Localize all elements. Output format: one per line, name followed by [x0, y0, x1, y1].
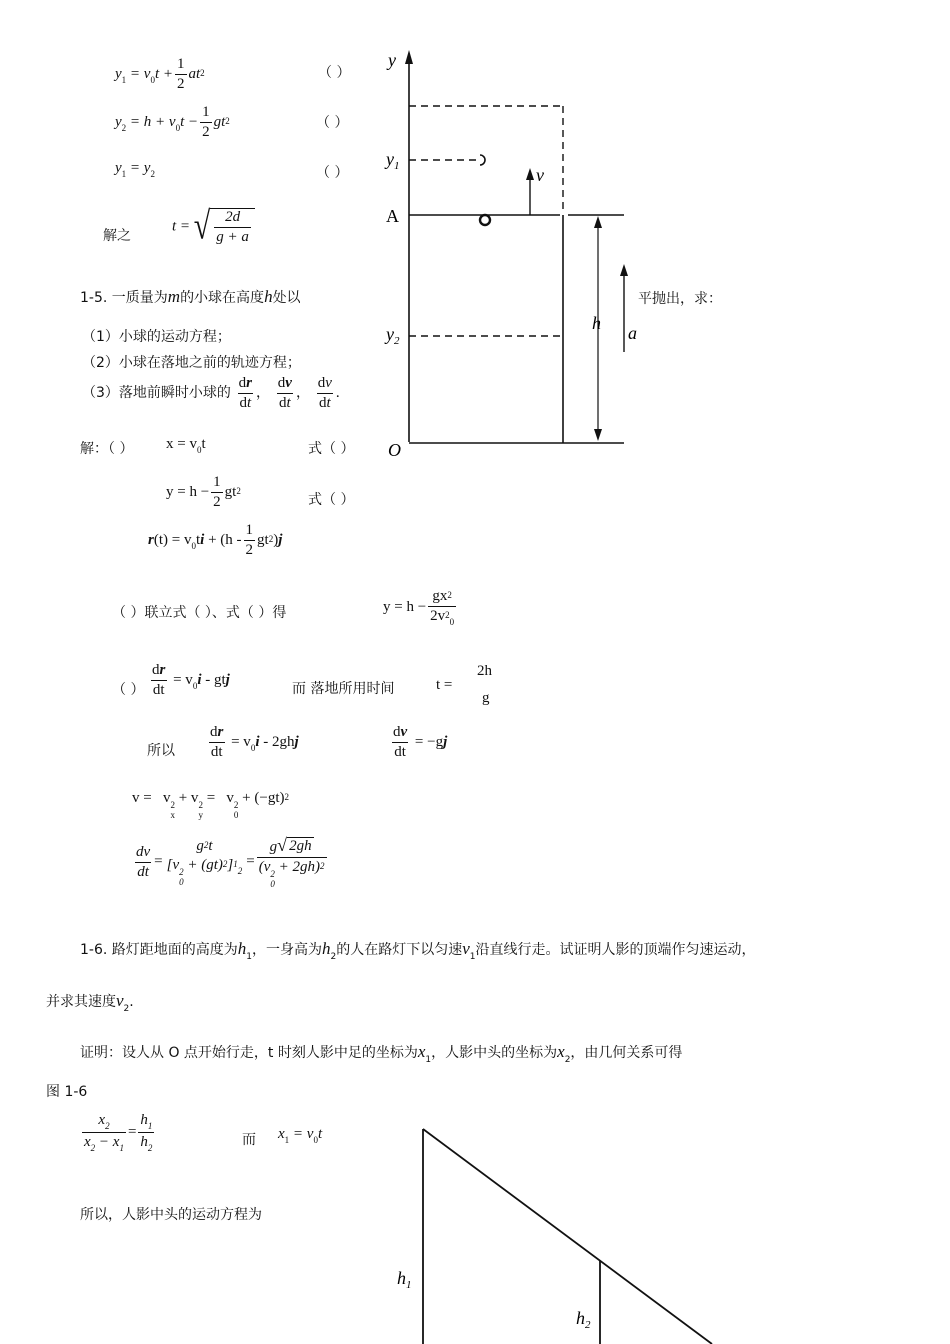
figure-1-5: [380, 40, 740, 470]
var: i: [200, 531, 205, 548]
text: gt: [213, 113, 226, 130]
den: dt: [137, 863, 149, 880]
sub: y: [198, 810, 203, 820]
den: − x: [95, 1134, 120, 1150]
label-h2: $h_2$: [576, 1308, 591, 1331]
num: t: [208, 837, 213, 854]
text: d: [210, 724, 218, 740]
var: i: [255, 733, 260, 750]
sub: 2: [105, 1121, 110, 1131]
fraction: [200, 104, 212, 141]
var: x: [278, 1126, 285, 1142]
equation-y1: [115, 56, 205, 93]
sub: 0: [233, 810, 239, 820]
sub: 2: [123, 1004, 130, 1014]
label-h1: $h_1$: [397, 1268, 412, 1291]
t-denominator: g: [482, 690, 490, 706]
den: [v: [166, 856, 180, 873]
var: t: [326, 395, 331, 411]
var: v: [116, 991, 124, 1010]
text: d: [152, 662, 160, 678]
text: .: [335, 384, 340, 401]
h-arrow-bottom: [594, 429, 602, 441]
sub: 0: [313, 1135, 318, 1145]
den: + 2gh): [274, 859, 321, 875]
question-3: [82, 375, 340, 412]
sub: 1: [284, 1135, 290, 1145]
text: 的人在路灯下以匀速: [336, 942, 463, 958]
text: 证明：设人从 O 点开始行走，t 时刻人影中足的坐标为: [80, 1045, 418, 1061]
sub: 2: [121, 122, 127, 133]
sup: 2: [200, 67, 205, 78]
sup: 2: [445, 610, 450, 620]
text: t −: [180, 113, 199, 130]
sub: 0: [196, 445, 202, 455]
sup: 2: [320, 861, 325, 871]
shi-2: 式（ ）: [308, 492, 355, 508]
var: x: [557, 1042, 565, 1061]
text: v =: [132, 790, 152, 806]
sub: 1: [147, 1121, 153, 1131]
den: dt: [152, 682, 165, 698]
num: g: [269, 839, 278, 855]
text: 1-6. 路灯距地面的高度为: [80, 942, 238, 958]
text: v: [226, 790, 234, 806]
fraction: g √ 2gh (v 2 0 + 2gh)$^2$: [258, 835, 325, 889]
var: t: [317, 1126, 323, 1142]
fraction-dv-dt-scalar: [316, 375, 334, 412]
eq-r: [148, 522, 282, 559]
text: 的小球在高度: [180, 290, 265, 306]
paren-3: （ ）: [316, 165, 349, 181]
var: v: [285, 375, 292, 391]
den: 2: [202, 124, 210, 140]
figure-1-6: [390, 1120, 730, 1344]
label-O: O: [388, 440, 401, 460]
text: d: [318, 395, 327, 411]
eq-dr-dt: [148, 662, 230, 699]
y-axis-label: y: [388, 50, 396, 70]
text: t: [201, 436, 206, 452]
eq-acceleration: [389, 724, 447, 761]
fraction: [391, 724, 409, 761]
var: v: [325, 375, 332, 391]
text: ，: [256, 384, 271, 401]
sub: 2: [90, 1143, 96, 1153]
ball: [480, 215, 490, 225]
text: d: [279, 395, 287, 411]
var: j: [278, 531, 283, 548]
solution-label: 解：（ ）: [80, 441, 134, 457]
sub: 1: [121, 169, 127, 179]
num: x: [98, 1112, 106, 1128]
var: y: [115, 65, 122, 82]
sup: 2: [203, 839, 209, 850]
text: y = h −: [166, 483, 210, 500]
label-y1: $y_1$: [386, 149, 400, 172]
eq-x: [166, 436, 206, 455]
fraction: [428, 588, 456, 627]
text: =: [246, 853, 255, 870]
sup: 2: [225, 115, 230, 126]
text: t: [195, 531, 201, 548]
fraction: [244, 522, 256, 559]
deriv-paren: （ ）: [112, 682, 145, 698]
sub: 1: [425, 1055, 432, 1065]
text: - 2gh: [259, 733, 295, 750]
text: + v: [174, 790, 199, 806]
var: h: [322, 939, 331, 958]
label-y2: $y_2$: [386, 324, 400, 347]
text: =: [127, 1123, 137, 1140]
sub: 0: [150, 74, 155, 85]
var: t: [286, 395, 291, 411]
var: r: [148, 531, 154, 548]
paren-1: （ ）: [318, 65, 351, 81]
eq-trajectory: [383, 588, 458, 627]
text: ): [273, 531, 279, 548]
var: x: [417, 1042, 426, 1061]
sup: 2: [198, 800, 203, 810]
text: t +: [154, 65, 173, 82]
text: .: [129, 994, 134, 1010]
equation-y2: [115, 104, 230, 141]
label-a: a: [628, 323, 637, 343]
var: h: [237, 939, 247, 958]
sub: 0: [191, 540, 196, 551]
text: = −g: [411, 733, 444, 750]
problem-1-5-tail: 平抛出，求：: [638, 291, 722, 307]
er-label: 而: [242, 1132, 256, 1148]
text: d: [393, 724, 401, 740]
sub: 1: [246, 952, 253, 962]
text: (t) = v: [153, 531, 192, 548]
sup: 1: [233, 858, 238, 869]
t-numerator: 2h: [477, 663, 492, 679]
fraction: [214, 209, 251, 246]
label-v: v: [536, 165, 544, 185]
fraction: [165, 838, 245, 887]
fraction: [82, 1112, 126, 1153]
var: j: [443, 733, 448, 750]
text: = v: [289, 1126, 314, 1142]
text: = v: [126, 65, 151, 82]
text: 并求其速度: [46, 994, 116, 1010]
num: 2d: [225, 209, 241, 225]
sqrt-body: 2gh: [289, 837, 312, 854]
fraction: [134, 844, 152, 881]
num: gx: [432, 588, 448, 604]
num: h: [140, 1112, 148, 1128]
den: 2: [177, 76, 185, 92]
sup: 2: [170, 800, 175, 810]
den: dt: [210, 744, 223, 760]
acceleration-arrow-head: [620, 264, 628, 276]
solve-label: 解之: [103, 228, 131, 244]
text: gt: [257, 531, 269, 548]
num: 1: [213, 474, 221, 490]
sup: 2: [179, 866, 184, 877]
var: h: [264, 287, 273, 306]
sup: 2: [268, 533, 274, 544]
text: d: [277, 375, 286, 391]
den: 2: [245, 542, 254, 558]
figure-label-1-6: 图 1-6: [46, 1084, 88, 1100]
fraction-dr-dt: [237, 375, 254, 412]
num: 1: [245, 522, 254, 538]
fraction: [211, 474, 223, 511]
sub: 0: [449, 617, 455, 627]
eq-t: t =: [436, 677, 453, 693]
var: j: [225, 671, 230, 688]
text: d: [238, 375, 247, 391]
var: v: [462, 939, 470, 958]
den: + (gt): [183, 856, 223, 873]
motion-equation-text: 所以，人影中头的运动方程为: [80, 1207, 262, 1223]
text: 沿直线行走。试证明人影的顶端作匀速运动，: [475, 942, 756, 958]
den: g + a: [216, 229, 249, 245]
text: = h + v: [126, 113, 176, 130]
var: r: [246, 375, 253, 391]
fraction: [138, 1112, 154, 1153]
text: x = v: [166, 436, 197, 452]
text: = y: [126, 160, 151, 176]
sub: 1: [119, 1143, 124, 1153]
num: 1: [177, 56, 185, 72]
sub: x: [170, 810, 175, 820]
suoyi-label: 所以: [147, 743, 175, 759]
sub: 2: [330, 952, 337, 962]
den: 2v: [430, 608, 446, 624]
den: ]: [227, 856, 234, 873]
den: x: [84, 1134, 91, 1150]
eq-x1: [278, 1126, 322, 1145]
text: ，: [295, 384, 310, 401]
equation-y1-eq-y2: [115, 160, 155, 179]
text: = v: [169, 671, 193, 688]
text: d: [317, 375, 326, 391]
var: m: [167, 287, 181, 306]
sub: 0: [179, 876, 184, 887]
h-arrow-top: [594, 216, 602, 228]
fall-time-label: 而 落地所用时间: [292, 681, 395, 697]
den: (v: [258, 859, 271, 875]
sup: 2: [222, 858, 228, 869]
text: 1-5. 一质量为: [80, 290, 168, 306]
var: y: [115, 113, 122, 130]
sub: 0: [250, 742, 256, 753]
text: =: [154, 853, 163, 870]
label-h: h: [592, 313, 601, 333]
ball-at-y1: [480, 155, 485, 165]
sqrt: √ $\frac{2d}{g + a}$: [194, 208, 255, 246]
sub: 2: [147, 1143, 153, 1153]
var: i: [197, 671, 202, 688]
velocity-arrow-head: [526, 168, 534, 180]
text: ，一身高为: [252, 942, 323, 958]
var: r: [159, 662, 166, 678]
text: v: [162, 790, 171, 806]
joint-text: （ ）联立式（ ）、式（ ）得: [112, 605, 287, 621]
text: d: [239, 395, 247, 411]
var: j: [294, 733, 299, 750]
text: （3）落地前瞬时小球的: [82, 384, 231, 401]
var: v: [400, 724, 408, 740]
eq-y: [166, 474, 241, 511]
fraction: [208, 724, 225, 761]
text: - gt: [201, 671, 226, 688]
var: t: [247, 395, 252, 411]
sub: 2: [564, 1055, 571, 1065]
text: + (−gt): [238, 790, 285, 806]
sub: 0: [270, 879, 275, 889]
eq-dv-dt: [132, 835, 329, 889]
num: g: [196, 837, 204, 854]
den: h: [140, 1134, 148, 1150]
solve-equation: [172, 204, 255, 248]
text: ，由几何关系可得: [570, 1045, 683, 1061]
problem-1-6-line1: [80, 939, 756, 962]
text: at: [188, 65, 201, 82]
sub: 2: [237, 865, 243, 876]
eq-ratio: [80, 1112, 156, 1153]
text: + (h -: [204, 531, 242, 548]
eq-velocity-vector: [206, 724, 299, 761]
num: dv: [136, 843, 151, 860]
sub: 2: [150, 169, 155, 179]
paren-2: （ ）: [316, 115, 349, 131]
var: r: [217, 724, 224, 740]
sup: 2: [447, 590, 452, 600]
shi-1: 式（ ）: [308, 441, 355, 457]
eq-speed: [132, 790, 289, 820]
sub: 1: [469, 952, 476, 962]
sub: 0: [192, 680, 198, 691]
sup: 2: [270, 869, 275, 879]
text: gt: [224, 483, 237, 500]
fraction: [175, 56, 187, 93]
light-ray: [423, 1129, 712, 1344]
problem-1-5: [80, 287, 301, 307]
sub: 0: [175, 122, 181, 133]
sup: 2: [233, 800, 239, 810]
label-A: A: [386, 206, 399, 226]
text: = v: [227, 733, 251, 750]
var: y: [115, 160, 122, 176]
den: dt: [394, 744, 406, 760]
proof-line: [80, 1042, 682, 1065]
text: 处以: [272, 290, 301, 306]
problem-1-6-line2: [46, 991, 134, 1014]
question-1: （1）小球的运动方程；: [82, 329, 231, 345]
question-2: （2）小球在落地之前的轨迹方程；: [82, 355, 301, 371]
y-axis-arrow: [405, 50, 413, 64]
text: =: [202, 790, 216, 806]
den: 2: [213, 494, 221, 510]
text: y = h −: [383, 598, 427, 615]
text: ，人影中头的坐标为: [431, 1045, 558, 1061]
sup: 2: [236, 485, 241, 496]
num: 1: [202, 104, 210, 120]
fraction: [150, 662, 167, 699]
text: t =: [172, 218, 191, 235]
sup: 2: [284, 792, 289, 802]
sub: 1: [121, 74, 127, 85]
fraction-dv-dt: [276, 375, 294, 412]
